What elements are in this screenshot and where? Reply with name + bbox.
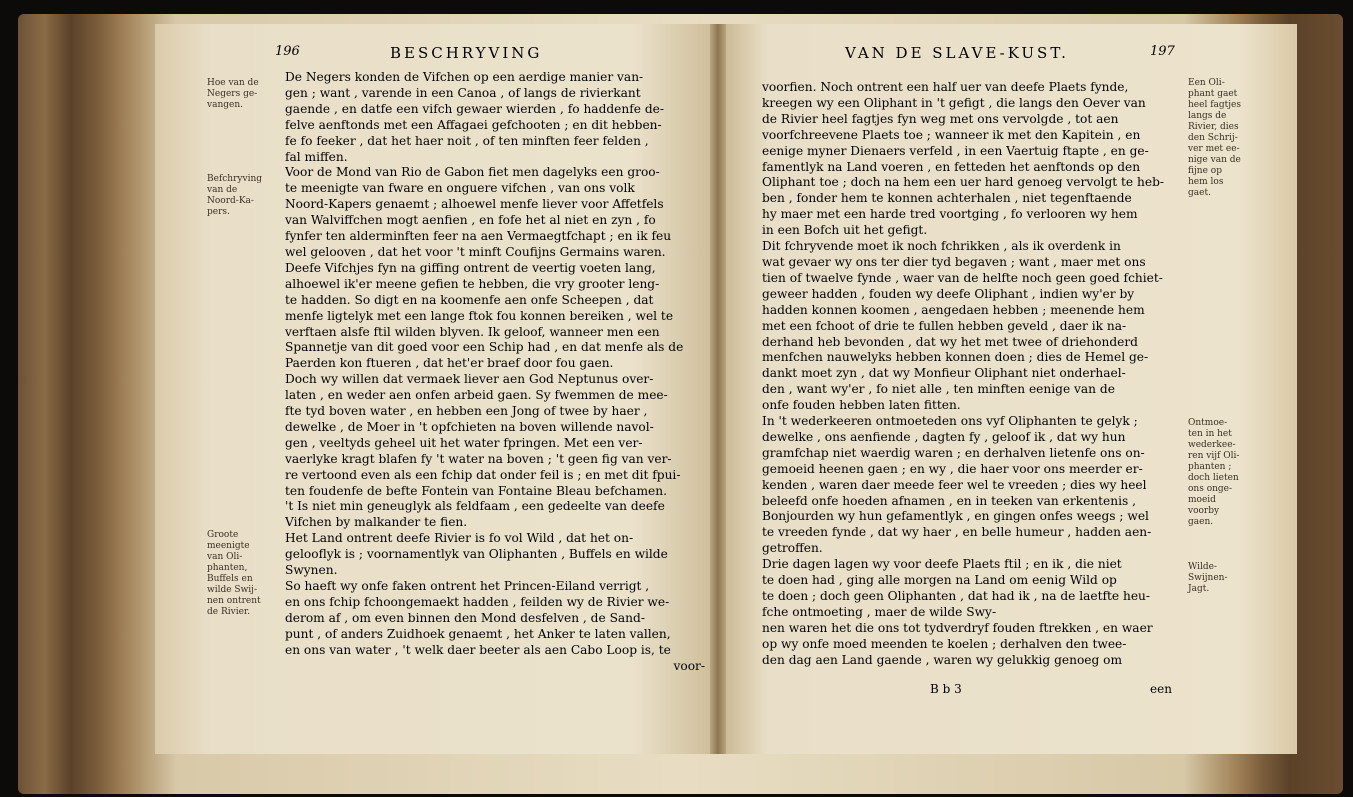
text-line: wel gelooven , dat het voor 't minft Coufijns Germains waren. <box>285 244 666 259</box>
text-line: menfe ligtelyk met een lange ftok fou konnen bereiken , wel te <box>285 308 674 323</box>
text-line: te meenigte van fware en onguere vifchen , van ons volk <box>285 181 635 196</box>
text-line: 't Is niet min geneuglyk als feldfaam , een gedeelte van deefe <box>285 499 665 514</box>
text-line: den dag aen Land gaende , waren wy gelukkig genoeg om <box>762 652 1123 667</box>
text-line: Bonjourden wy hun gefamentlyk , en gingen onfes weegs ; wel <box>762 509 1149 524</box>
left-margin-note-3: Groote meenigte van Oli- phanten, Buffels en wilde Swij- nen ontrent de Rivier. <box>207 530 261 617</box>
text-line: gen ; want , varende in een Canoa , of langs de rivierkant <box>285 85 641 100</box>
text-line: dewelke , de Moer in 't opfchieten na boven willende navol- <box>285 419 654 434</box>
right-catchword: een <box>1150 682 1172 696</box>
text-line: van Walviffchen mogt aenfien , en fofe het al niet en zyn , fo <box>285 213 656 228</box>
text-line: fynfer ten alderminften feer na aen Vermaegtfchapt ; en ik feu <box>285 229 672 244</box>
text-line: gramfchap niet waerdig waren ; en derhalven lietenfe ons on- <box>762 445 1145 460</box>
text-line: op wy onfe moed meenden te koelen ; derhalven den twee- <box>762 636 1127 651</box>
text-line: getroffen. <box>762 541 823 556</box>
text-line: Het Land ontrent deefe Rivier is fo vol Wild , dat het on- <box>285 531 634 546</box>
left-margin-note-1: Hoe van de Negers ge- vangen. <box>207 78 259 110</box>
text-line: De Negers konden de Vifchen op een aerdige manier van- <box>285 70 644 84</box>
text-line: eenige myner Dienaers verfeld , in een Vaertuig ftapte , en ge- <box>762 143 1149 158</box>
right-page-number: 197 <box>1150 44 1175 59</box>
text-line: te hadden. So digt en na koomenfe aen onfe Scheepen , dat <box>285 292 654 307</box>
left-margin-note-2: Befchryving van de Noord-Ka- pers. <box>207 174 263 217</box>
text-line: Doch wy willen dat vermaek liever aen God Neptunus over- <box>285 372 654 387</box>
text-line: te doen ; doch geen Oliphanten , dat had ik , na de laetfte heu- <box>762 589 1151 603</box>
left-running-header: BESCHRYVING <box>390 44 543 62</box>
text-line: en ons fchip fchoongemaekt hadden , feilden wy de Rivier we- <box>285 594 670 609</box>
text-line: kenden , waren daer meede feer wel te vreeden ; dies wy heel <box>762 477 1147 492</box>
text-line: laten , en weder aen onfen arbeid gaen. Sy fwemmen de mee- <box>285 388 668 403</box>
text-line: vaerlyke kragt blafen fy 't water na boven ; 't geen fig van ver- <box>285 451 672 466</box>
text-line: hadden konnen koomen , aengedaen hebben ; meenende hem <box>762 302 1145 317</box>
text-line: alhoewel ik'er meene gefien te hebben, die vry grooter leng- <box>285 276 660 291</box>
left-body-text <box>285 70 705 674</box>
text-line: So haeft wy onfe faken ontrent het Princen-Eiland verrigt , <box>285 579 650 593</box>
book-gutter <box>710 24 726 754</box>
text-line: fche ontmoeting , maer de wilde Swy- <box>762 604 997 619</box>
text-line: gemoeid heenen gaen ; en wy , die haer voor ons meerder er- <box>762 461 1143 476</box>
text-line: ben , fonder hem te konnen achterhalen , niet tegenftaende <box>762 191 1132 206</box>
text-line: Vifchen by malkander te fien. <box>285 515 468 530</box>
right-margin-note-2: Ontmoe- ten in het wederkee- ren vijf Oli- phanten ; doch lieten ons onge- moeid voorby gaen. <box>1188 418 1240 527</box>
text-line: beleefd onfe hoeden afnamen , en in teeken van erkentenis , <box>762 493 1136 508</box>
text-line: de Rivier heel fagtjes fyn weg met ons vervolgde , tot aen <box>762 111 1119 126</box>
text-line: ten foudenfe de befte Fontein van Fontaine Bleau befchamen. <box>285 483 667 498</box>
left-page-number: 196 <box>275 44 300 59</box>
text-line: Deefe Vifchjes fyn na giffing ontrent de veertig voeten lang, <box>285 260 656 275</box>
text-line: derom af , om even binnen den Mond desfelven , de Sand- <box>285 610 645 625</box>
right-margin-note-3: Wilde- Swijnen- Jagt. <box>1188 562 1228 594</box>
text-line: punt , of anders Zuidhoek genaemt , het Anker te laten vallen, <box>285 626 671 641</box>
text-line: onfe fouden hebben laten fitten. <box>762 398 961 413</box>
text-line: nen waren het die ons tot tydverdryf fouden ftrekken , en waer <box>762 620 1153 635</box>
text-line: famentlyk na Land voeren , en fetteden het aenftonds op den <box>762 159 1141 174</box>
text-line: met een fchoot of drie te fullen hebben geveld , daer ik na- <box>762 318 1127 333</box>
text-line: fte tyd boven water , en hebben een Jong of twee by haer , <box>285 404 648 419</box>
text-line: Spannetje van dit goed voor een Schip had , en dat menfe als de <box>285 340 684 355</box>
text-line: dankt moet zyn , dat wy Monfieur Oliphant niet onderhael- <box>762 366 1126 381</box>
text-line: voorfien. Noch ontrent een half uer van deefe Plaets fynde, <box>762 80 1129 94</box>
text-line: In 't wederkeeren ontmoeteden ons vyf Oliphanten te gelyk ; <box>762 414 1138 429</box>
right-margin-note-1: Een Oli- phant gaet heel fagtjes langs de Rivier, dies den Schrij- ver met ee- nige van de fijne op hem los gaet. <box>1188 78 1241 198</box>
text-line: hy maer met een harde tred voortging , fo verlooren wy hem <box>762 207 1138 222</box>
text-line: menfchen nauwelyks hebben konnen doen ; dies de Hemel ge- <box>762 350 1149 365</box>
text-line: fe fo feeker , dat het haer noit , of ten minften feer felden , <box>285 133 649 148</box>
left-catchword: voor- <box>673 658 705 673</box>
text-line: fal miffen. <box>285 149 348 164</box>
text-line: Noord-Kapers genaemt ; alhoewel menfe liever voor Affetfels <box>285 197 664 212</box>
text-line: gaende , en datfe een vifch gewaer wierden , fo haddenfe de- <box>285 101 664 116</box>
text-line: tien of twaelve fynde , waer van de helfte noch geen goed fchiet- <box>762 270 1163 285</box>
text-line: Dit fchryvende moet ik noch fchrikken , als ik overdenk in <box>762 239 1121 254</box>
text-line: wat gevaer wy ons ter dier tyd begaven ; want , maer met ons <box>762 254 1146 269</box>
text-line: geweer hadden , fouden wy deefe Oliphant , indien wy'er by <box>762 286 1135 301</box>
right-body-text <box>762 80 1184 669</box>
text-line: derhand heb bevonden , dat wy het met twee of driehonderd <box>762 334 1138 349</box>
text-line: Swynen. <box>285 563 338 578</box>
text-line: Paerden kon ftueren , dat het'er braef door fou gaen. <box>285 356 614 371</box>
text-line: verftaen alsfe ftil wilden blyven. Ik geloof, wanneer men een <box>285 324 660 339</box>
text-line: te vreeden fynde , dat wy haer , en belle humeur , hadden aen- <box>762 525 1152 540</box>
text-line: en ons van water , 't welk daer beeter als aen Cabo Loop is, te <box>285 642 671 657</box>
right-running-header: VAN DE SLAVE-KUST. <box>845 44 1069 62</box>
text-line: dewelke , ons aenfiende , dagten fy , geloof ik , dat wy hun <box>762 429 1126 444</box>
text-line: in een Bofch uit het gefigt. <box>762 223 928 238</box>
text-line: re vertoond even als een fchip dat onder feil is ; en met dit fpui- <box>285 467 681 482</box>
text-line: gen , veeltyds geheel uit het water fpringen. Met een ver- <box>285 435 643 450</box>
text-line: gelooflyk is ; voornamentlyk van Oliphanten , Buffels en wilde <box>285 547 668 562</box>
text-line: te doen had , ging alle morgen na Land om eenig Wild op <box>762 573 1117 588</box>
text-line: voorfchreevene Plaets toe ; wanneer ik met den Kapitein , en <box>762 127 1141 142</box>
signature-mark: B b 3 <box>930 682 962 696</box>
text-line: Voor de Mond van Rio de Gabon fiet men dagelyks een groo- <box>285 165 660 180</box>
text-line: den , want wy'er , fo niet alle , ten minften eenige van de <box>762 382 1115 397</box>
text-line: felve aenftonds met een Affagaei gefchooten ; en dit hebben- <box>285 117 662 132</box>
text-line: Oliphant toe ; doch na hem een uer hard genoeg vervolgt te heb- <box>762 175 1164 190</box>
text-line: kreegen wy een Oliphant in 't gefigt , die langs den Oever van <box>762 95 1146 110</box>
text-line: Drie dagen lagen wy voor deefe Plaets ftil ; en ik , die niet <box>762 557 1122 572</box>
